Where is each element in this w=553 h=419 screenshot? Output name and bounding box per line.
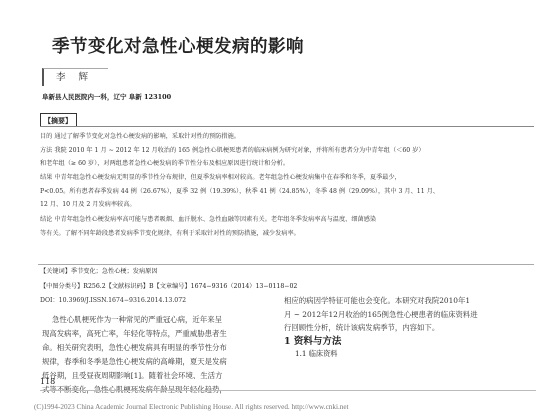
abstract-line: 目的 通过了解季节变化对急性心梗发病的影响，采取针对性的预防措施。	[40, 133, 240, 140]
subsection-heading: 1.1 临床资料	[295, 349, 338, 358]
abstract-line: 结论 中青年组急性心梗发病率高可能与患者吸烟、血汗脱水、急性血融等因素有关。老年组冬季发病率高与温度、细菌感染	[40, 216, 377, 223]
doi-line: DOI：10.3969/J.ISSN.1674−9316.2014.13.072	[40, 297, 187, 304]
page-rule	[40, 390, 536, 391]
abstract-line: 等有关。了解不同年龄段患者发病季节变化规律，有利于采取针对性的预防措施，减少发病率。	[40, 230, 300, 237]
keywords: 【关键词】季节变化；急性心梗；发病原因	[40, 268, 158, 275]
abstract-line: 方法 我院 2010 年 1 月 ~ 2012 年 12 月收治的 165 例急性心肌梗死患者的临床病例为研究对象，并将所有患者分为中青年组（＜60 岁）	[40, 147, 425, 154]
abstract-heading: 【摘要】	[40, 113, 77, 127]
abstract-line: 12 月、10 月及 2 月发病率较高。	[40, 201, 136, 208]
abstract-rule	[40, 126, 534, 127]
classification-line: 【中图分类号】R256.2【文献标识码】B【文章编号】1674−9316（2014）13−0118−02	[40, 283, 298, 290]
author-name: 李 辉	[56, 72, 94, 83]
author-affiliation: 阜新县人民医院内一科，辽宁 阜新 123100	[42, 93, 172, 101]
section-heading: 1 资料与方法	[284, 336, 342, 347]
body-text-line: 月 ~ 2012年12月收治的165例急性心梗患者的临床资料进	[284, 310, 478, 319]
abstract-line: 和老年组（≥ 60 岁），对两组患者急性心梗发病的季节性分布及相应原因进行统计和分析。	[40, 160, 290, 167]
page-number: 118	[40, 377, 56, 386]
copyright-footer: (C)1994-2023 China Academic Journal Electronic Publishing House. All rights reserved. http://www.cnki.net	[34, 403, 349, 411]
article-title: 季节变化对急性心梗发病的影响	[52, 37, 304, 57]
abstract-line: P<0.05。所有患者春季发病 44 例（26.67%），夏季 32 例（19.39%），秋季 41 例（24.85%），冬季 48 例（29.09%），其中 3 月、11 月、	[40, 188, 439, 195]
body-text-line: 低谷期，且受昼夜周期影响[1]。随着社会环境、生活方	[42, 371, 223, 380]
body-text-line: 现高发病率，高死亡率，年轻化等特点，严重威胁患者生	[42, 329, 227, 338]
body-text-line: 规律，春季和冬季是急性心梗发病的高峰期，夏天是发病	[42, 357, 227, 366]
body-text-line: 行回顾性分析，统计该病发病季节，内容如下。	[284, 323, 440, 332]
body-text-line: 命。相关研究表明，急性心梗发病具有明显的季节性分布	[42, 343, 227, 352]
body-text-line: 相应的病因学特征可能也会变化。本研究对我院2010年1	[284, 296, 471, 305]
abstract-line: 结果 中青年组急性心梗发病无明显的季节性分布规律，但夏季发病率相对较高。老年组急性心梗发病集中在春季和冬季，夏季最少，	[40, 174, 401, 181]
body-text-line: 急性心肌梗死作为一种常见的严重冠心病，近年来呈	[52, 315, 222, 324]
